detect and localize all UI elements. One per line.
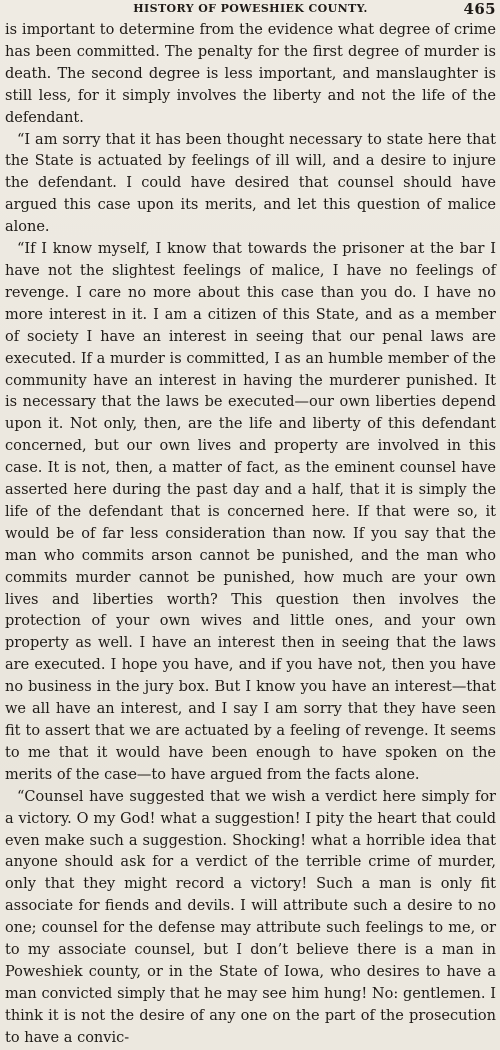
paragraph-victory: “Counsel have suggested that we wish a verdict here simply for a victory. O my God! what a suggestion! I pity the heart that could even make such a suggestion. Shocking! what a horrible idea that anyone should ask for a verdict of the terrible crime of murder, only that they might record a victory! Such a man is only fit associate for fiends and devils. I will attribute such a desire to no one; counsel for the defense may attribute such feelings to me, or to my associate counsel, but I don’t believe there is a man in Poweshiek county, or in the State of Iowa, who desires to have a man convicted simply that he may see him hung! No: gentlemen. I think it is not the desire of any one on the part of the prosecution to have a convic- (5, 788, 496, 1046)
paragraph-malice: “I am sorry that it has been thought necessary to state here that the State is actuated by feelings of ill will, and a desire to injure the defendant. I could have desired that counsel should have argued this case upon its merits, and let this question of malice alone. (5, 131, 496, 236)
paragraph-interest: “If I know myself, I know that towards the prisoner at the bar I have not the slightest feelings of malice, I have no feelings of revenge. I care no more about this case than you do. I have no more interest in it. I am a citizen of this State, and as a member of society I have an interest in seeing that our penal laws are executed. If a murder is committed, I as an humble member of the community have an interest in having the murderer punished. It is necessary that the laws be executed—our own liberties depend upon it. Not only, then, are the life and liberty of this defendant concerned, but our own lives and property are involved in this case. It is not, then, a matter of fact, as the eminent counsel have asserted here during the past day and a half, that it is simply the life of the defendant that is concerned here. If that were so, it would be of far less consideration than now. If you say that the man who commits arson cannot be punished, and the man who commits murder cannot be punished, how much are your own lives and liberties worth? This question then involves the protection of your own wives and little ones, and your own property as well. I have an interest then in seeing that the laws are executed. I hope you have, and if you have not, then you have no business in the jury box. But I know you have an interest—that we all have an interest, and I say I am sorry that they have seen fit to assert that we are actuated by a feeling of revenge. It seems to me that it would have been enough to have spoken on the merits of the case—to have argued from the facts alone. (5, 241, 496, 783)
paragraph-continuation: is important to determine from the evidence what degree of crime has been committed. The penalty for the first degree of murder is death. The second degree is less important, and manslaughter is still less, for it simply involves the liberty and not the life of the defendant. (5, 22, 496, 126)
running-head-title: HISTORY OF POWESHIEK COUNTY. (133, 2, 368, 15)
running-header (5, 0, 496, 20)
page-number: 465 (463, 0, 496, 18)
body-text (5, 20, 496, 1050)
